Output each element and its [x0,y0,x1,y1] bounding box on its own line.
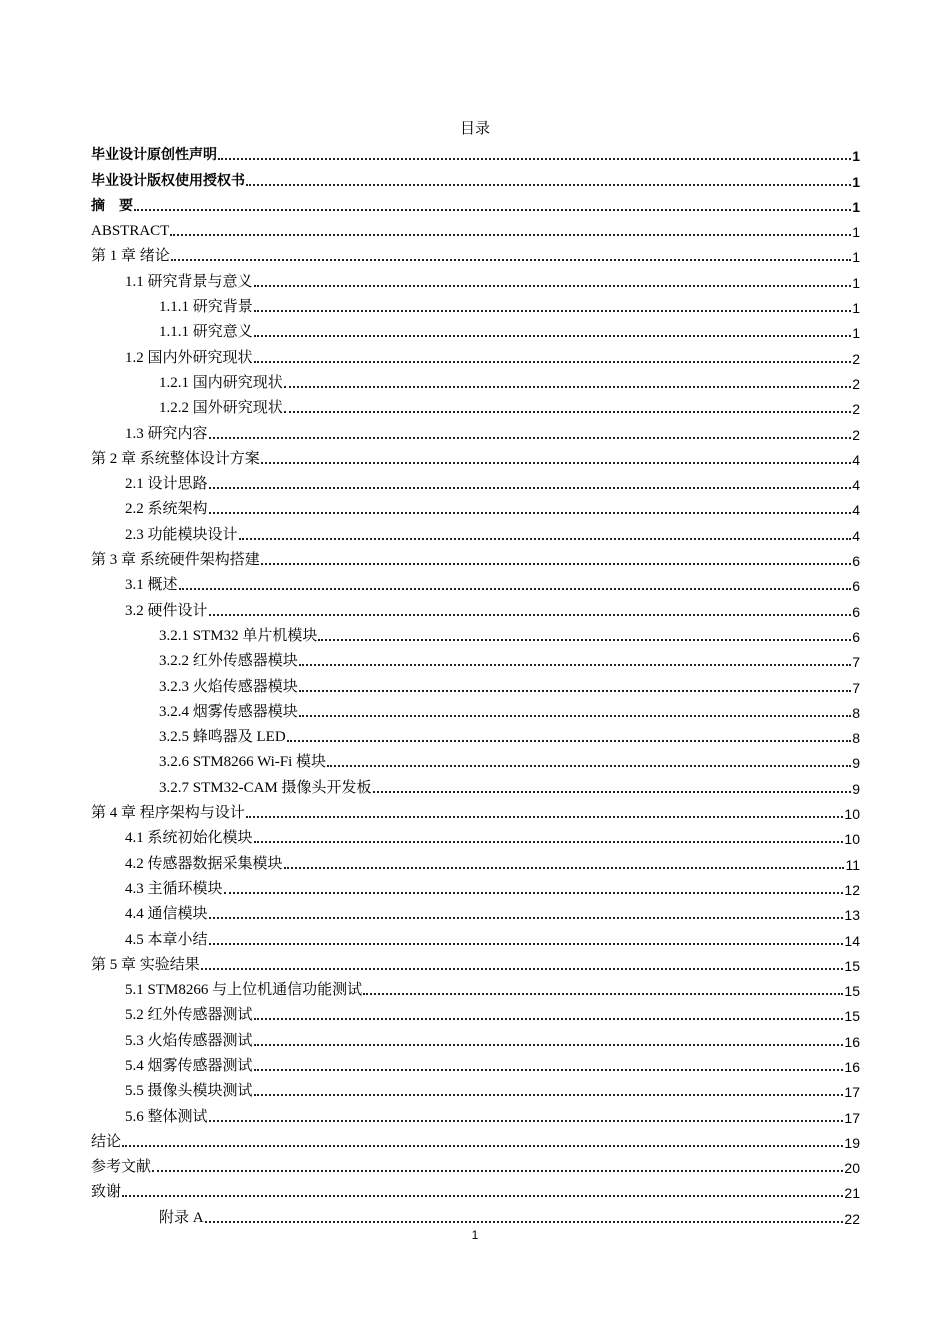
toc-entry[interactable] [91,140,860,165]
toc-entry-page-number: 2 [852,375,860,392]
toc-entry-page-number: 1 [852,300,860,317]
toc-entry-page-number: 9 [852,755,860,772]
toc-dot-leader [201,968,844,970]
toc-entry-label: 附录 A [159,1209,204,1226]
toc-entry-label: 4.3 主循环模块 [125,880,223,897]
toc-dot-leader [327,765,851,767]
toc-entry-label: 毕业设计版权使用授权书 [91,172,245,189]
toc-dot-leader [261,462,851,464]
toc-entry-label: 3.2.5 蜂鸣器及 LED [159,729,286,746]
toc-entry-label: 1.1 研究背景与意义 [125,273,253,290]
toc-entry-page-number: 6 [852,578,860,595]
toc-dot-leader [134,209,851,211]
toc-dot-leader [209,487,852,489]
toc-dot-leader [254,1094,844,1096]
toc-entry[interactable] [91,570,860,595]
toc-entry[interactable] [91,368,860,393]
toc-entry-label: 摘 要 [91,197,133,214]
toc-entry-label: 3.1 概述 [125,577,178,594]
toc-entry-label: 3.2.6 STM8266 Wi-Fi 模块 [159,754,327,771]
toc-entry-page-number: 16 [844,1058,860,1075]
toc-entry-label: 5.3 火焰传感器测试 [125,1032,253,1049]
toc-entry-label: 4.2 传感器数据采集模块 [125,855,283,872]
toc-entry[interactable] [91,1000,860,1025]
toc-entry[interactable] [91,216,860,241]
toc-entry[interactable] [91,798,860,823]
toc-entry[interactable] [91,1152,860,1177]
toc-dot-leader [261,563,851,565]
toc-entry-page-number: 1 [852,325,860,342]
footer-page-number: 1 [471,1228,479,1242]
toc-entry[interactable] [91,823,860,848]
toc-dot-leader [363,993,843,995]
toc-entry-page-number: 1 [852,148,860,165]
toc-entry[interactable] [91,848,860,873]
toc-entry[interactable] [91,671,860,696]
toc-entry-page-number: 8 [852,730,860,747]
toc-entry-page-number: 1 [852,274,860,291]
toc-entry-page-number: 11 [845,856,860,873]
toc-entry-page-number: 14 [844,932,860,949]
page-title: 目录 [459,119,490,137]
toc-entry-label: 3.2.1 STM32 单片机模块 [159,627,318,644]
toc-entry-page-number: 12 [844,881,860,898]
toc-dot-leader [254,1069,844,1071]
toc-entry[interactable] [91,494,860,519]
toc-entry-label: 第 4 章 程序架构与设计 [91,805,245,822]
toc-entry-label: 5.6 整体测试 [125,1108,208,1125]
toc-entry-label: 1.2 国内外研究现状 [125,349,253,366]
toc-entry[interactable] [91,317,860,342]
toc-entry[interactable] [91,595,860,620]
toc-dot-leader [373,791,852,793]
toc-entry-page-number: 2 [852,350,860,367]
toc-entry[interactable] [91,950,860,975]
toc-entry-page-number: 1 [852,198,860,215]
table-of-contents [91,140,860,1228]
toc-entry[interactable] [91,697,860,722]
toc-entry-label: 1.2.2 国外研究现状 [159,400,283,417]
toc-entry-page-number: 21 [844,1185,860,1202]
toc-entry-page-number: 10 [844,806,860,823]
toc-dot-leader [254,841,844,843]
toc-entry-label: 1.2.1 国内研究现状 [159,374,283,391]
toc-entry[interactable] [91,1177,860,1202]
toc-dot-leader [284,386,851,388]
toc-dot-leader [224,892,844,894]
toc-entry-label: ABSTRACT [91,223,170,240]
toc-entry-page-number: 2 [852,401,860,418]
toc-entry-label: 参考文献 [91,1159,152,1176]
toc-entry[interactable] [91,621,860,646]
toc-entry-label: 3.2.2 红外传感器模块 [159,653,298,670]
toc-entry-page-number: 19 [844,1134,860,1151]
toc-entry-label: 2.1 设计思路 [125,476,208,493]
toc-entry[interactable] [91,418,860,443]
toc-entry[interactable] [91,975,860,1000]
toc-dot-leader [254,310,851,312]
toc-entry-label: 3.2 硬件设计 [125,602,208,619]
toc-entry-page-number: 17 [844,1109,860,1126]
toc-entry-label: 2.3 功能模块设计 [125,526,238,543]
toc-entry[interactable] [91,1127,860,1152]
toc-entry-page-number: 7 [852,654,860,671]
toc-entry-page-number: 9 [852,780,860,797]
toc-entry[interactable] [91,292,860,317]
toc-dot-leader [284,867,845,869]
toc-entry-label: 4.1 系统初始化模块 [125,830,253,847]
toc-entry[interactable] [91,772,860,797]
toc-dot-leader [179,588,852,590]
toc-entry-page-number: 10 [844,831,860,848]
toc-dot-leader [205,1221,844,1223]
toc-entry-page-number: 17 [844,1084,860,1101]
toc-dot-leader [299,715,851,717]
toc-dot-leader [170,234,851,236]
toc-entry-label: 毕业设计原创性声明 [91,147,217,164]
toc-entry-label: 结论 [91,1133,122,1150]
toc-entry-label: 5.2 红外传感器测试 [125,1007,253,1024]
toc-entry-label: 5.1 STM8266 与上位机通信功能测试 [125,982,363,999]
toc-dot-leader [209,943,844,945]
toc-dot-leader [246,816,844,818]
toc-entry-label: 4.4 通信模块 [125,906,208,923]
toc-dot-leader [218,158,851,160]
toc-dot-leader [209,1120,844,1122]
toc-entry[interactable] [91,165,860,190]
toc-entry-page-number: 15 [844,1008,860,1025]
toc-entry-label: 3.2.3 火焰传感器模块 [159,678,298,695]
toc-entry-page-number: 4 [852,527,860,544]
toc-dot-leader [284,411,851,413]
toc-entry[interactable] [91,469,860,494]
toc-entry-page-number: 4 [852,451,860,468]
toc-entry[interactable] [91,1051,860,1076]
toc-dot-leader [254,361,852,363]
toc-entry-label: 第 5 章 实验结果 [91,956,200,973]
toc-dot-leader [209,917,844,919]
toc-entry-page-number: 1 [852,173,860,190]
toc-entry-page-number: 13 [844,907,860,924]
toc-dot-leader [246,184,851,186]
toc-entry-label: 1.1.1 研究背景 [159,299,253,316]
toc-entry-label: 致谢 [91,1184,122,1201]
toc-entry-label: 第 3 章 系统硬件架构搭建 [91,552,260,569]
toc-entry[interactable] [91,1076,860,1101]
toc-dot-leader [254,335,851,337]
toc-entry[interactable] [91,1025,860,1050]
toc-entry-page-number: 1 [852,224,860,241]
toc-entry-page-number: 6 [852,628,860,645]
toc-entry[interactable] [91,924,860,949]
toc-entry-page-number: 2 [852,426,860,443]
toc-entry-page-number: 6 [852,553,860,570]
toc-entry[interactable] [91,899,860,924]
toc-dot-leader [254,285,852,287]
toc-entry-label: 1.3 研究内容 [125,425,208,442]
toc-entry-page-number: 20 [844,1160,860,1177]
toc-entry[interactable] [91,241,860,266]
toc-entry-label: 2.2 系统架构 [125,501,208,518]
toc-entry[interactable] [91,747,860,772]
toc-dot-leader [152,1170,843,1172]
toc-entry-page-number: 4 [852,477,860,494]
toc-dot-leader [254,1044,844,1046]
toc-entry-label: 3.2.7 STM32-CAM 摄像头开发板 [159,779,372,796]
toc-entry[interactable] [91,191,860,216]
toc-entry-page-number: 7 [852,679,860,696]
toc-dot-leader [299,690,851,692]
toc-entry[interactable] [91,519,860,544]
toc-dot-leader [209,614,852,616]
toc-entry-page-number: 22 [844,1210,860,1227]
toc-entry[interactable] [91,874,860,899]
toc-entry-label: 5.5 摄像头模块测试 [125,1083,253,1100]
toc-dot-leader [318,639,851,641]
toc-entry[interactable] [91,444,860,469]
toc-entry-label: 第 2 章 系统整体设计方案 [91,450,260,467]
toc-entry-label: 1.1.1 研究意义 [159,324,253,341]
toc-entry-page-number: 4 [852,502,860,519]
toc-dot-leader [239,538,852,540]
toc-dot-leader [254,1018,844,1020]
toc-entry-page-number: 1 [852,249,860,266]
toc-entry-page-number: 16 [844,1033,860,1050]
toc-entry[interactable] [91,646,860,671]
toc-dot-leader [122,1195,843,1197]
toc-dot-leader [299,664,851,666]
toc-entry-label: 4.5 本章小结 [125,931,208,948]
toc-entry-page-number: 15 [844,983,860,1000]
toc-entry-page-number: 8 [852,704,860,721]
toc-entry-label: 3.2.4 烟雾传感器模块 [159,703,298,720]
toc-entry[interactable] [91,545,860,570]
toc-entry-page-number: 15 [844,957,860,974]
toc-dot-leader [171,259,851,261]
toc-dot-leader [209,437,852,439]
toc-entry-label: 5.4 烟雾传感器测试 [125,1057,253,1074]
toc-entry[interactable] [91,266,860,291]
toc-entry[interactable] [91,722,860,747]
toc-entry[interactable] [91,1202,860,1227]
toc-dot-leader [287,740,852,742]
toc-dot-leader [209,512,852,514]
toc-entry-label: 第 1 章 绪论 [91,248,170,265]
toc-entry[interactable] [91,393,860,418]
toc-entry-page-number: 6 [852,603,860,620]
toc-entry[interactable] [91,342,860,367]
toc-entry[interactable] [91,1101,860,1126]
toc-dot-leader [122,1145,843,1147]
